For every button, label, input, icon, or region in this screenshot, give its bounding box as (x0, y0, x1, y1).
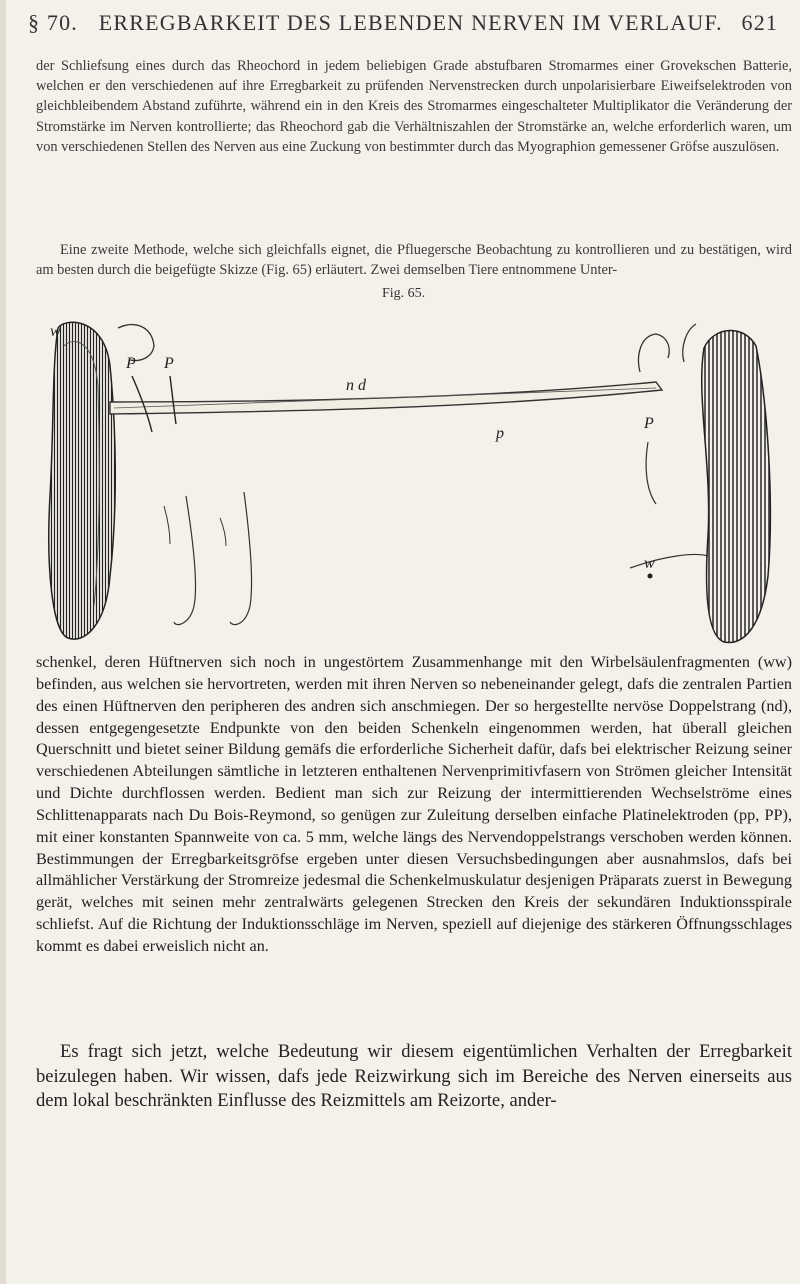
left-leg-specimen (49, 322, 115, 639)
paragraph-description: schenkel, deren Hüftnerven sich noch in ungestörtem Zusammenhange mit den Wirbelsäulenfragmenten (ww) befinden, aus welchen sie hervortreten, werden mit ihren Nerven so nebeneinander gelegt, dafs die zentralen Partien des einen Hüftnerven den peripheren des andren sich anschmiegen. Der so hergestellte nervöse Doppelstrang (nd), dessen entgegengesetzte Endpunkte von den beiden Schenkeln eingenommen werden, hat überall gleichen Querschnitt und bietet seiner Bildung gemäfs die erforderliche Sicherheit dafür, dafs bei elektrischer Reizung seiner verschiedenen Abteilungen sämtliche in letzteren enthaltenen Nervenprimitivfasern von Strömen gleicher Intensität und Dichte durchflossen werden. Bedient man sich zur Reizung der intermittierenden Wechselströme eines Schlittenapparats nach Du Bois-Reymond, so genügen zur Zuleitung derselben einfache Platinelektroden (pp, PP), mit einer konstanten Spannweite von ca. 5 mm, welche längs des Nervendoppelstrangs verschoben werden können. Bestimmungen der Erregbarkeitsgröfse ergeben unter diesen Versuchsbedingungen aber ausnahmslos, dafs bei allmählicher Verstärkung der Stromreize jedesmal die Schenkelmuskulatur desjenigen Präparats zuerst in Bewegung gerät, welches mit seinen mehr zentralwärts gelegenen Strecken den Kreis der sekundären Induktionsspirale schliefst. Auf die Richtung der Induktionsschläge im Nerven, speziell auf diejenige des stärkeren Öffnungsschlages kommt es dabei erweislich nicht an. (36, 653, 792, 955)
figure-label: Fig. 65. (382, 286, 426, 301)
figure-65-illustration (44, 306, 784, 648)
label-P-left-1: P (126, 355, 136, 372)
label-w-right: w (644, 555, 655, 572)
label-nd: n d (346, 377, 366, 394)
chapter-title: ERREGBARKEIT DES LEBENDEN NERVEN IM VERLAUF. (98, 10, 723, 35)
paragraph-method-one: der Schliefsung eines durch das Rheochord in jedem beliebigen Grade abstufbaren Stromarmes einer Grovekschen Batterie, welchen er den verschiedenen auf ihre Erregbarkeit zu prüfenden Nervenstrecken durch unpolarisierbare Eiweifselektroden von gleichbleibendem Abstand zuführte, während ein in den Kreis des Stromarmes eingeschalteter Multiplikator die Veränderung der Stromstärke im Nerven kontrollierte; das Rheochord gab die Verhältniszahlen der Stromstärke an, welche erforderlich waren, um von verschiedenen Stellen des Nerven aus eine Zuckung von bestimmter durch das Myographion gemessener Gröfse auszulösen. (36, 58, 792, 155)
nerve-double-strand (110, 382, 662, 414)
label-w-left: w (50, 323, 61, 340)
section-number: § 70. (28, 10, 78, 35)
right-leg-specimen (630, 330, 770, 642)
paragraph-method-two-intro: Eine zweite Methode, welche sich gleichfalls eignet, die Pfluegersche Beobachtung zu kontrollieren und zu bestätigen, wird am besten durch die beigefügte Skizze (Fig. 65) erläutert. Zwei demselben Tiere entnommene Unter- (36, 242, 792, 279)
vertebral-fragment-left (118, 325, 154, 361)
page-number: 621 (741, 10, 779, 35)
right-upper-electrodes (639, 324, 696, 372)
label-P-right: P (644, 415, 654, 432)
page-edge-shadow (0, 0, 6, 1284)
label-P-left-2: P (164, 355, 174, 372)
running-head (28, 10, 798, 36)
label-p-right: p (496, 425, 504, 442)
paragraph-question: Es fragt sich jetzt, welche Bedeutung wir diesem eigentümlichen Verhalten der Erregbarkeit beizulegen haben. Wir wissen, dafs jede Reizwirkung sich im Bereiche des Nerven einerseits aus dem lokal beschränkten Einflusse des Reizmittels am Reizorte, ander- (36, 1041, 792, 1111)
